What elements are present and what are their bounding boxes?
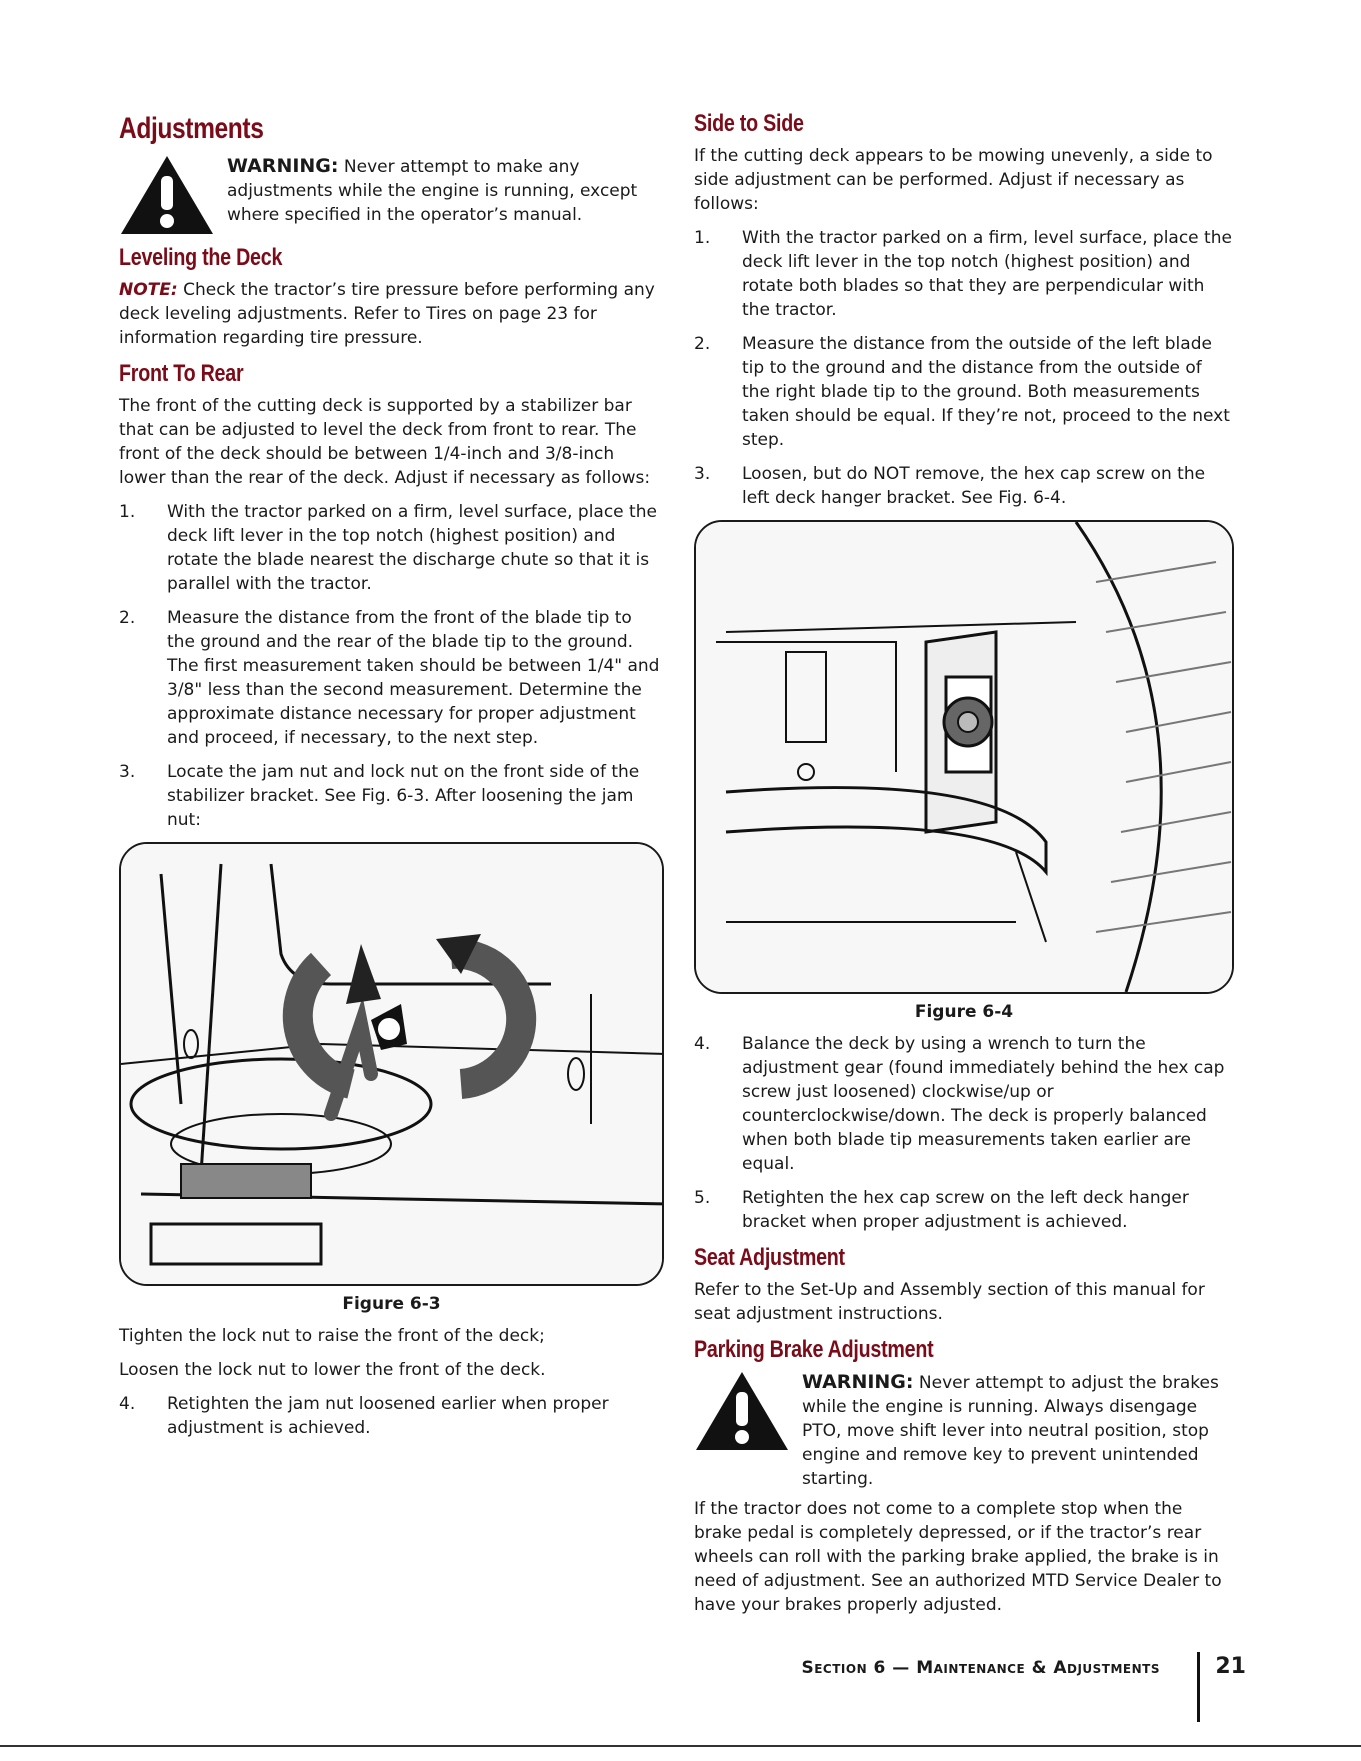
figure-6-3-caption: Figure 6-3: [342, 1294, 441, 1314]
brake-warning-text: WARNING: Never attempt to adjust the brakes while the engine is running. Always disengage PTO, move shift lever into neutral position, stop engine and remove key to prevent unintended starting.: [802, 1371, 1219, 1489]
list-item: 1. With the tractor parked on a firm, level surface, place the deck lift lever in the top notch (highest position) and rotate the blade nearest the discharge chute so that it is parallel with the tractor.: [119, 502, 657, 594]
side-to-side-intro: If the cutting deck appears to be mowing unevenly, a side to side adjustment can be performed. Adjust if necessary as follows:: [694, 146, 1213, 214]
list-item: 2. Measure the distance from the outside of the left blade tip to the ground and the distance from the outside of the right blade tip to the ground. Both measurements taken should be equal. If they’re not, proceed to the next step.: [694, 334, 1230, 450]
adjustments-heading: Adjustments: [119, 112, 264, 145]
side-steps-list: [694, 226, 1234, 510]
list-item: 3. Locate the jam nut and lock nut on the front side of the stabilizer bracket. See Fig. 6-3. After loosening the jam nut:: [119, 762, 640, 830]
stabilizer-bracket-illustration: [121, 844, 664, 1284]
list-item: 1. With the tractor parked on a firm, level surface, place the deck lift lever in the top notch (highest position) and rotate both blades so that they are perpendicular with the tractor.: [694, 228, 1232, 320]
footer-divider: [1197, 1652, 1200, 1722]
seat-adjustment-text: Refer to the Set-Up and Assembly section of this manual for seat adjustment instructions.: [694, 1280, 1205, 1324]
warning-triangle-icon: [694, 1370, 790, 1452]
deck-hanger-illustration: [696, 522, 1234, 992]
front-to-rear-heading: Front To Rear: [119, 360, 244, 387]
footer-section-title: Section 6 — Maintenance & Adjustments: [801, 1658, 1160, 1678]
list-item: 3. Loosen, but do NOT remove, the hex cap screw on the left deck hanger bracket. See Fig. 6-4.: [694, 464, 1206, 508]
leveling-heading: Leveling the Deck: [119, 244, 283, 271]
note-paragraph: NOTE: Check the tractor’s tire pressure before performing any deck leveling adjustments. Refer to Tires on page 23 for information regarding tire pressure.: [119, 280, 655, 348]
side-to-side-heading: Side to Side: [694, 110, 804, 137]
list-item: 5. Retighten the hex cap screw on the left deck hanger bracket when proper adjustment is achieved.: [694, 1188, 1189, 1232]
brake-warning-block: [694, 1370, 1234, 1491]
warning-triangle-icon: [119, 154, 215, 236]
seat-adjustment-heading: Seat Adjustment: [694, 1244, 845, 1271]
parking-brake-heading: Parking Brake Adjustment: [694, 1336, 934, 1363]
warning-text: WARNING: Never attempt to make any adjustments while the engine is running, except where specified in the operator’s manual.: [227, 155, 638, 225]
list-item: 2. Measure the distance from the front of the blade tip to the ground and the rear of the blade tip to the ground. The first measurement taken should be between 1/4" and 3/8" less than the second measurement. Determine the approximate distance necessary for proper adjustment and proceed, if necessary, to the next step.: [119, 608, 660, 748]
loosen-text: Loosen the lock nut to lower the front of the deck.: [119, 1360, 546, 1380]
page-footer: [740, 1652, 1260, 1722]
warning-block: [119, 154, 664, 236]
figure-6-4: [694, 520, 1234, 994]
parking-brake-text: If the tractor does not come to a complete stop when the brake pedal is completely depressed, or if the tractor’s rear wheels can roll with the parking brake applied, the brake is in need of adjustment. See an authorized MTD Service Dealer to have your brakes properly adjusted.: [694, 1499, 1222, 1615]
bottom-rule: [0, 1745, 1361, 1747]
page-number: 21: [1215, 1654, 1246, 1679]
list-item: 4. Balance the deck by using a wrench to turn the adjustment gear (found immediately behind the hex cap screw just loosened) clockwise/up or counterclockwise/down. The deck is properly balanced when both blade tip measurements taken earlier are equal.: [694, 1034, 1225, 1174]
left-column: [119, 100, 664, 1450]
right-column: [694, 100, 1234, 1627]
list-item: 4. Retighten the jam nut loosened earlier when proper adjustment is achieved.: [119, 1394, 609, 1438]
front-steps-continued: [119, 1392, 664, 1440]
front-steps-list: [119, 500, 664, 832]
tighten-text: Tighten the lock nut to raise the front of the deck;: [119, 1326, 545, 1346]
side-steps-continued: [694, 1032, 1234, 1234]
figure-6-3: [119, 842, 664, 1286]
figure-6-4-caption: Figure 6-4: [914, 1002, 1014, 1022]
front-to-rear-intro: The front of the cutting deck is supported by a stabilizer bar that can be adjusted to level the deck from front to rear. The front of the deck should be between 1/4-inch and 3/8-inch lower than the rear of the deck. Adjust if necessary as follows:: [119, 396, 651, 488]
